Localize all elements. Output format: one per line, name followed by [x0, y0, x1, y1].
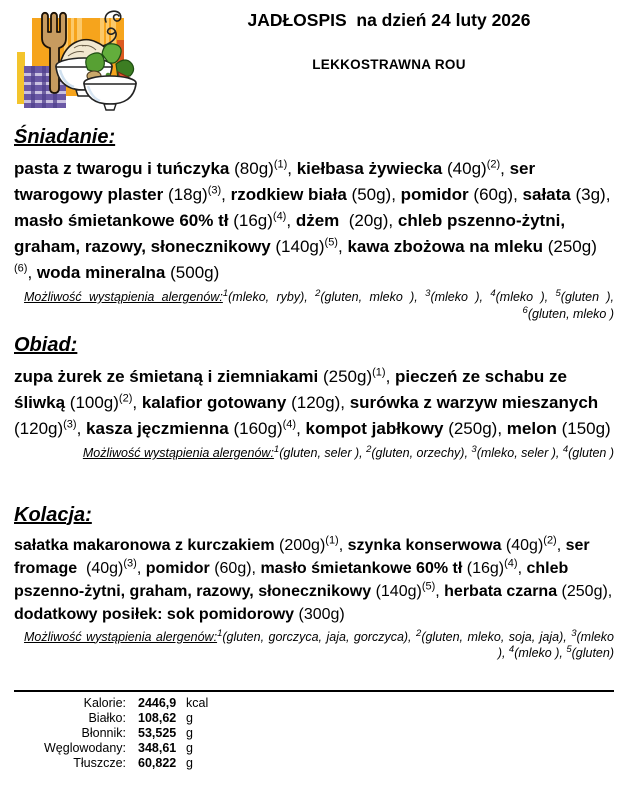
separator: , [296, 419, 306, 438]
dish-name: surówka z warzyw mieszanych [349, 393, 599, 412]
separator: , [388, 211, 398, 230]
dish-name: pasta z twarogu i tuńczyka [14, 159, 230, 178]
section-heading: Kolacja: [14, 503, 92, 526]
allergen-number: 4 [562, 443, 569, 455]
separator: , [435, 582, 445, 600]
nutrition-label: Białko: [88, 710, 126, 725]
allergen-list: (mleko, ryby), [228, 290, 316, 304]
separator: , [287, 159, 297, 178]
dish-weight: (3g) [575, 185, 606, 204]
dish-weight: (80g) [234, 159, 274, 178]
allergen-list: (mleko ), [497, 629, 615, 660]
section-heading: Obiad: [14, 334, 78, 356]
dish-name: kompot jabłkowy [305, 419, 444, 438]
dish-weight: (250g) [448, 419, 498, 438]
dish-weight: (500g) [170, 263, 220, 282]
allergen-ref: (3) [63, 418, 77, 431]
separator: , [338, 536, 348, 554]
separator: , [385, 367, 396, 386]
allergen-ref: (1) [372, 366, 386, 379]
separator: , [286, 211, 296, 230]
allergen-number: 3 [571, 627, 577, 639]
dish-weight: (18g) [168, 185, 208, 204]
allergen-list: (gluten, gorczyca, jaja, gorczyca), [222, 629, 417, 644]
allergen-list: (gluten, mleko ), [320, 290, 426, 304]
nutrition-row [14, 756, 614, 771]
dish-weight: (40g) [505, 536, 544, 554]
dish-name: dodatkowy posiłek: sok pomidorowy [14, 605, 295, 623]
dish-weight: (60g) [214, 559, 252, 577]
dish-weight: (120g) [291, 393, 341, 412]
allergen-list: (gluten, mleko ) [527, 306, 614, 321]
allergen-list: (gluten ) [568, 446, 614, 460]
dish-weight: (40g) [86, 559, 124, 577]
dish-name: herbata czarna [444, 582, 558, 600]
allergen-number: 4 [490, 287, 496, 299]
dish-name: melon [506, 419, 557, 438]
allergen-list: (gluten, mleko, soja, jaja), [421, 629, 572, 644]
dish-weight: (250g) [561, 582, 608, 600]
nutrition-value: 60,822 [138, 755, 177, 770]
allergen-number: 3 [471, 443, 477, 455]
separator: , [605, 185, 616, 204]
separator: , [337, 237, 348, 256]
dish-weight: (140g) [375, 582, 422, 600]
allergen-label: Możliwość wystąpienia alergenów: [82, 446, 274, 460]
allergen-ref: (3) [123, 557, 137, 570]
allergen-number: 2 [416, 627, 422, 639]
dish-name: sałatka makaronowa z kurczakiem [14, 536, 275, 554]
title-block [164, 0, 614, 72]
allergen-ref: (4) [272, 210, 287, 223]
dish-weight: (300g) [298, 605, 345, 623]
nutrition-value: 53,525 [138, 725, 177, 740]
nutrition-label: Błonnik: [81, 725, 126, 740]
nutrition-value: 2446,9 [138, 695, 177, 710]
dish-name: pomidor [145, 559, 210, 577]
dish-name: ser twarogowy plaster [14, 159, 540, 204]
dish-name: rzodkiew biała [230, 185, 347, 204]
dish-weight: (200g) [279, 536, 326, 554]
dish-name: zupa żurek ze śmietaną i ziemniakami [14, 367, 319, 386]
allergen-note [24, 629, 614, 662]
allergen-list: (mleko, seler ), [476, 446, 563, 460]
dish-name: chleb pszenno-żytni, graham, razowy, słonecznikowy [14, 211, 570, 256]
dish-name: pieczeń ze schabu ze śliwką [14, 367, 572, 412]
separator: , [500, 159, 510, 178]
allergen-number: 2 [315, 287, 321, 299]
dish-name: dżem [295, 211, 344, 230]
allergen-number: 2 [366, 443, 372, 455]
nutrition-row [14, 741, 614, 756]
dish-name: kiełbasa żywiecka [296, 159, 443, 178]
allergen-note [24, 445, 614, 462]
diet-subtitle: LEKKOSTRAWNA ROU [312, 57, 466, 72]
allergen-note [24, 289, 614, 322]
dish-weight: (20g) [348, 211, 389, 230]
separator: , [136, 559, 146, 577]
separator: , [251, 559, 261, 577]
salad-bowl-icon [84, 44, 136, 110]
dish-name: masło śmietankowe 60% tł [260, 559, 463, 577]
dish-weight: (250g) [322, 367, 373, 386]
nutrition-label: Tłuszcze: [73, 755, 126, 770]
allergen-ref: (5) [421, 580, 436, 593]
nutrition-unit: g [186, 755, 193, 770]
allergen-number: 4 [508, 643, 515, 655]
allergen-number: 1 [273, 443, 280, 455]
food-logo [16, 4, 138, 116]
allergen-ref: (3) [207, 184, 222, 197]
header [14, 0, 614, 120]
nutrition-row [14, 696, 614, 711]
nutrition-label: Kalorie: [83, 695, 126, 710]
dish-weight: (16g) [466, 559, 505, 577]
nutrition-table [14, 696, 614, 771]
dish-weight: (140g) [275, 237, 325, 256]
separator: , [340, 393, 350, 412]
dish-weight: (250g) [547, 237, 597, 256]
dish-weight: (150g) [561, 419, 611, 438]
separator: , [513, 185, 523, 204]
dish-name: kalafior gotowany [141, 393, 287, 412]
dish-weight: (50g) [351, 185, 392, 204]
dish-name: sałata [522, 185, 571, 204]
nutrition-summary [14, 690, 614, 771]
allergen-list: (mleko ), [514, 646, 567, 660]
dish-weight: (60g) [473, 185, 514, 204]
allergen-number: 5 [566, 643, 572, 655]
separator: , [391, 185, 401, 204]
divider [14, 690, 614, 692]
allergen-ref: (2) [486, 158, 501, 171]
allergen-ref: (4) [504, 557, 518, 570]
dish-name: pomidor [400, 185, 469, 204]
dish-weight: (16g) [233, 211, 273, 230]
nutrition-value: 348,61 [138, 740, 177, 755]
meal-section [14, 334, 614, 462]
separator: , [132, 393, 142, 412]
allergen-ref: (2) [543, 534, 557, 547]
meal-items [14, 534, 617, 626]
allergen-ref: (6) [14, 262, 28, 275]
nutrition-unit: kcal [186, 695, 209, 710]
separator: , [27, 263, 37, 282]
allergen-number: 5 [555, 287, 561, 299]
dish-name: kawa zbożowa na mleku [347, 237, 543, 256]
allergen-list: (gluten ), [560, 290, 615, 304]
allergen-number: 1 [217, 627, 223, 639]
separator: , [556, 536, 566, 554]
dish-name: kasza jęczmienna [86, 419, 229, 438]
nutrition-unit: g [186, 740, 193, 755]
dish-name: woda mineralna [36, 263, 166, 282]
allergen-number: 1 [222, 287, 229, 299]
dish-weight: (100g) [69, 393, 119, 412]
dish-name: masło śmietankowe 60% tł [14, 211, 229, 230]
allergen-list: (mleko ), [495, 290, 556, 304]
meal-section [14, 503, 617, 662]
meal-items [14, 364, 614, 442]
separator: , [76, 419, 87, 438]
allergen-ref: (5) [324, 236, 338, 249]
allergen-ref: (1) [273, 158, 288, 171]
allergen-list: (gluten, seler ), [279, 446, 367, 460]
nutrition-row [14, 711, 614, 726]
allergen-list: (mleko ), [430, 290, 491, 304]
nutrition-value: 108,62 [138, 710, 177, 725]
dish-name: ser fromage [14, 536, 595, 577]
meal-items [14, 156, 614, 286]
allergen-label: Możliwość wystąpienia alergenów: [24, 290, 223, 304]
allergen-number: 3 [425, 287, 431, 299]
allergen-list: (gluten, orzechy), [371, 446, 472, 460]
separator: , [607, 582, 617, 600]
allergen-ref: (1) [325, 534, 339, 547]
dish-name: chleb pszenno-żytni, graham, razowy, słonecznikowy [14, 559, 573, 600]
section-heading: Śniadanie: [14, 126, 116, 148]
meal-sections [14, 126, 617, 662]
allergen-label: Możliwość wystąpienia alergenów: [24, 629, 218, 644]
page-title: JADŁOSPIS na dzień 24 luty 2026 [247, 10, 531, 30]
allergen-number: 6 [522, 304, 528, 316]
allergen-ref: (4) [282, 418, 297, 431]
separator: , [517, 559, 527, 577]
dish-weight: (160g) [233, 419, 283, 438]
nutrition-row [14, 726, 614, 741]
dish-name: szynka konserwowa [347, 536, 502, 554]
nutrition-label: Węglowodany: [44, 740, 126, 755]
allergen-list: (gluten) [571, 646, 614, 660]
nutrition-unit: g [186, 725, 193, 740]
dish-weight: (120g) [14, 419, 64, 438]
separator: , [497, 419, 507, 438]
allergen-ref: (2) [118, 392, 133, 405]
dish-weight: (40g) [447, 159, 487, 178]
meal-section [14, 126, 614, 322]
yellow-strip [17, 52, 25, 104]
separator: , [221, 185, 231, 204]
nutrition-unit: g [186, 710, 193, 725]
